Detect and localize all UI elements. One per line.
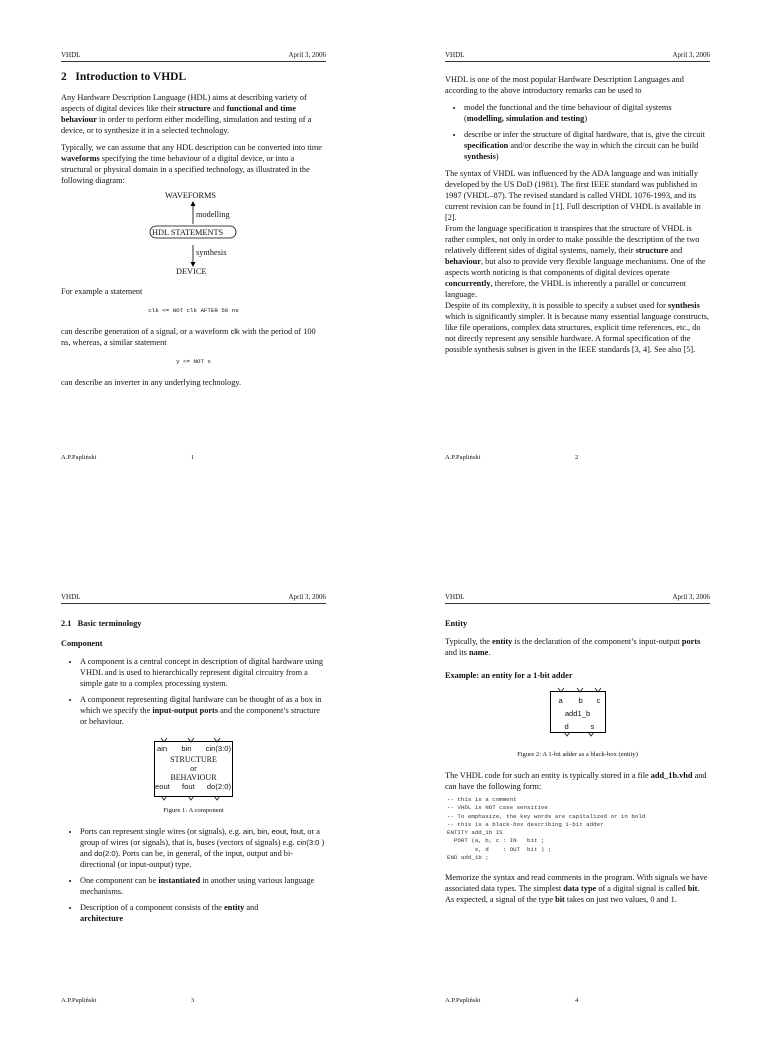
header-date: April 3, 2006 [672, 51, 710, 59]
page-body [61, 72, 326, 394]
paragraph: can describe an inverter in any underlying technology. [61, 378, 242, 387]
page-footer [445, 454, 745, 461]
port-ain: ain [157, 744, 168, 753]
code-line: s, d : OUT bit ) ; [447, 845, 552, 853]
footer-author: A.P.Papliński [61, 997, 97, 1004]
example-heading: Example: an entity for a 1-bit adder [445, 671, 573, 680]
or-label: or [190, 764, 197, 773]
figure-caption: Figure 1: A component [163, 807, 224, 814]
code-line: PORT (a, b, c : IN bit ; [447, 837, 545, 845]
page-footer [61, 997, 361, 1004]
port-d: d [564, 722, 569, 731]
page-2 [384, 0, 768, 512]
diagram-hdl-statements: HDL STATEMENTS [152, 228, 224, 237]
header-left: VHDL [61, 51, 81, 59]
section-heading: Entity [445, 619, 468, 628]
port-fout: fout [182, 782, 195, 791]
page-header [61, 51, 326, 59]
footer-author: A.P.Papliński [445, 997, 481, 1004]
list-item: • model the functional and the time behaviour of digital systems (modelling, simulation and testing) [464, 102, 710, 124]
code-statement: clk <= NOT clk AFTER 50 ns [148, 307, 239, 314]
page-number: 3 [191, 997, 195, 1004]
diagram-waveforms: WAVEFORMS [165, 191, 217, 200]
paragraph: can describe generation of a signal, or a waveform clk with the period of 100 ns, whereas, a similar statement [61, 327, 316, 347]
page-footer [445, 997, 745, 1004]
paragraph: Typically, the entity is the declaration of the component’s input-output ports and its name. [445, 637, 701, 657]
header-left: VHDL [445, 593, 465, 601]
paragraph: Any Hardware Description Language (HDL) aims at describing variety of aspects of digital devices like their structure and functional and time behaviour in order to perform either modelling, simulation and testing of a device, or to synthesize it in a selected technology. [61, 93, 312, 135]
page-3 [0, 542, 384, 1054]
diagram-modelling: modelling [196, 210, 230, 219]
paragraph: Memorize the syntax and read comments in the program. With signals we have associated data types. The simplest data type of a digital signal is called bit. As expected, a signal of the type bit takes on just two values, 0 and 1. [445, 873, 708, 905]
bullet-list [61, 656, 326, 727]
page-number: 2 [575, 454, 579, 461]
port-a: a [558, 696, 563, 705]
port-cin: cin(3:0) [205, 744, 231, 753]
port-c: c [596, 696, 601, 705]
hdl-diagram [61, 192, 326, 280]
list-item: • A component representing digital hardware can be thought of as a box in which we specify the input-output ports and the component’s structure or behaviour. [80, 694, 326, 727]
port-arrows [154, 738, 231, 798]
code-block [447, 796, 710, 862]
paragraph: Despite of its complexity, it is possible to specify a subset used for synthesis which is significantly simpler. It is because many essential language constructs, like file operations, complex data structures, explicit time references, etc., do not directly represent any sensible hardware. A formal specification of the possible synthesis subset is given in the IEEE standards [3, 4]. See also [5]. [445, 301, 710, 354]
paragraph: From the language specification it transpires that the structure of VHDL is rather complex, not only in order to make possible the description of the two relatively different sides of digital systems, namely, their structure and behaviour, but also to provide very flexible language mechanisms. One of the aspects worth noticing is that components of digital devices operate concurrently, therefore, the VHDL is inherently a parallel or concurrent language. [445, 224, 706, 299]
code-line: -- VHDL is NOT case sensitive [447, 804, 548, 812]
list-item: • A component is a central concept in description of digital hardware using VHDL and is used to hierarchically represent digital circuitry from a simple gate to a complex processing system. [80, 656, 326, 689]
page-header [445, 593, 710, 601]
footer-author: A.P.Papliński [61, 454, 97, 461]
paragraph: VHDL is one of the most popular Hardware Description Languages and according to the above introductory remarks can be used to [445, 75, 684, 95]
header-date: April 3, 2006 [288, 593, 326, 601]
header-rule [445, 603, 710, 604]
bullet-list [445, 102, 710, 162]
code-line: -- this is a black-box describing 1-bit adder [447, 820, 604, 828]
structure-label: STRUCTURE [170, 755, 217, 764]
list-item: • describe or infer the structure of digital hardware, that is, give the circuit specification and/or describe the way in which the circuit can be build synthesis) [464, 129, 710, 162]
diagram-device: DEVICE [176, 267, 207, 276]
paragraph: The syntax of VHDL was influenced by the ADA language and was initially developed by the US DoD (1981). The first IEEE standard was published in 1987 (VHDL–87). The revised standard is called VHDL 1076-1993, and its current revision can be found in [1]. Full description of VHDL is available in [2]. [445, 169, 701, 222]
adder-figure [445, 691, 710, 760]
list-item: • Ports can represent single wires (or signals), e.g. ain, bin, eout, fout, or a group of wires (or signals), that is, buses (vectors of signals) e.g. cin(3:0 ) and do(2:0). Ports can be, in general, of the input, output and bi-directional (or input-output) type. [80, 826, 326, 870]
header-rule [445, 61, 710, 62]
adder-box [550, 691, 606, 733]
subheading: Component [61, 639, 103, 648]
page-number: 4 [575, 997, 579, 1004]
port-eout: eout [155, 782, 170, 791]
list-item: • One component can be instantiated in another using various language mechanisms. [80, 875, 326, 897]
port-b: b [578, 696, 583, 705]
port-do: do(2:0) [206, 782, 231, 791]
header-date: April 3, 2006 [672, 593, 710, 601]
footer-author: A.P.Papliński [445, 454, 481, 461]
page-body [61, 618, 326, 930]
code-line: ENTITY add_1b IS [447, 829, 503, 837]
paragraph: The VHDL code for such an entity is typically stored in a file add_1b.vhd and can have the following form: [445, 771, 707, 791]
header-left: VHDL [445, 51, 465, 59]
page-1 [0, 0, 384, 512]
list-item: • Description of a component consists of the entity and architecture [80, 902, 326, 924]
paragraph: For example a statement [61, 287, 143, 296]
page-body [445, 618, 710, 911]
header-rule [61, 603, 326, 604]
code-statement: y <= NOT x [176, 358, 211, 365]
behaviour-label: BEHAVIOUR [170, 773, 217, 782]
bullet-list [61, 826, 326, 924]
paragraph: Typically, we can assume that any HDL description can be converted into time waveforms specifying the time behaviour of a digital device, or into a structural or physical domain in a specified technology, as illustrated in the following diagram: [61, 143, 322, 185]
header-rule [61, 61, 326, 62]
code-line: -- this is a comment [447, 796, 517, 803]
figure-caption: Figure 2: A 1-bit adder as a black-box (entity) [517, 751, 638, 758]
diagram-synthesis: synthesis [196, 248, 227, 257]
page-body [445, 74, 710, 361]
component-figure [61, 741, 326, 816]
page-footer [61, 454, 361, 461]
code-line: -- To emphasize, the key words are capitalized or in bold [447, 812, 646, 820]
port-bin: bin [181, 744, 192, 753]
adder-name: add1_b [564, 709, 591, 718]
component-box [154, 741, 233, 797]
page-number: 1 [191, 454, 195, 461]
code-line: END add_1b ; [447, 854, 489, 862]
page-4 [384, 542, 768, 1054]
page-header [61, 593, 326, 601]
section-heading: 2.1 Basic terminology [61, 619, 142, 628]
page-header [445, 51, 710, 59]
header-left: VHDL [61, 593, 81, 601]
section-heading: 2 Introduction to VHDL [61, 71, 187, 83]
header-date: April 3, 2006 [288, 51, 326, 59]
port-s: s [590, 722, 595, 731]
